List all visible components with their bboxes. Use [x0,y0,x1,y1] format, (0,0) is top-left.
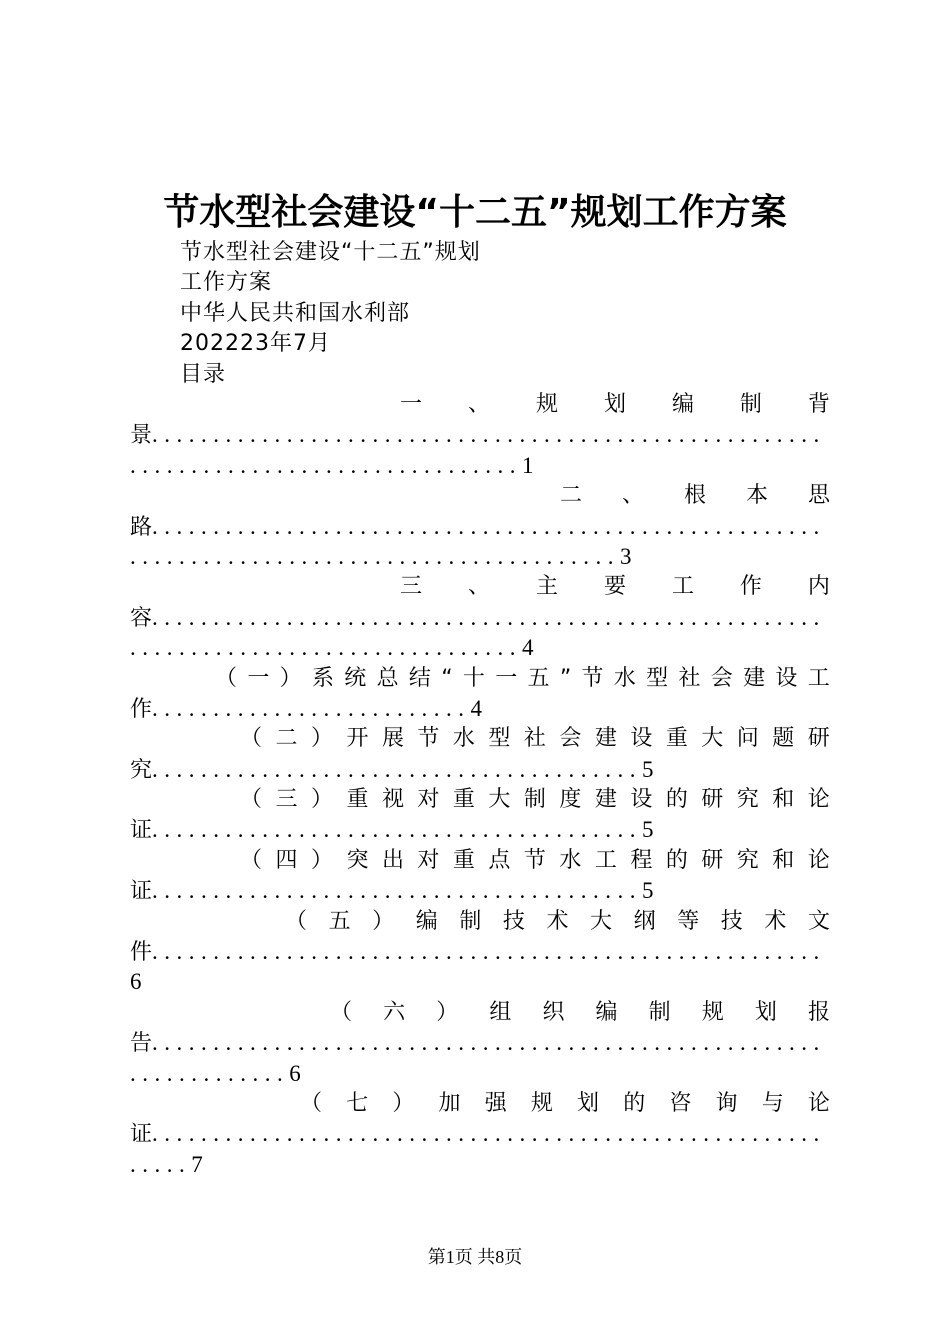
toc-entry[interactable] [130,846,830,907]
heading-char: 大 [701,726,724,752]
heading-char: 规 [535,392,558,417]
heading-char: 四 [275,847,298,873]
toc-entry-heading-end: 路 [130,514,153,540]
toc-entry-heading-end: 件 [130,940,153,966]
heading-char: 会 [559,726,582,752]
toc-page-number: 7 [191,1151,210,1177]
toc-entry-heading: 二、根本思 [559,483,870,509]
toc-entry-heading [400,572,830,602]
toc-entry-heading [240,846,830,876]
heading-char: 对 [417,847,440,873]
heading-char: 节 [417,726,440,752]
heading-char: 的 [665,787,688,813]
toc-page-number: 5 [642,878,661,904]
toc-entry-heading-end: 证 [130,879,153,905]
toc-page-number: 5 [642,756,661,782]
heading-char: 一 [495,665,518,691]
heading-char: 二 [275,726,298,752]
heading-char: 问 [736,726,759,752]
heading-char: 研 [701,847,724,873]
heading-char: ） [372,908,395,934]
heading-char: 和 [772,847,795,873]
heading-char: 重 [665,726,688,752]
heading-char: 工 [807,665,830,691]
toc-entry[interactable] [130,724,830,785]
heading-char: 研 [807,726,830,752]
heading-char: （ [285,908,308,934]
heading-char: ） [310,787,333,813]
heading-char: 五 [328,908,351,934]
toc-entry-heading [240,724,830,754]
toc-entry[interactable] [130,998,830,1089]
toc-entry-heading [400,390,830,420]
toc-entry-heading [240,785,830,815]
heading-char: 设 [630,787,653,813]
heading-char: 展 [381,726,404,752]
heading-char: 究 [736,787,759,813]
toc-page-number: 3 [620,543,638,569]
heading-char: 工 [594,847,617,873]
heading-char: （ [330,999,353,1025]
heading-char: 制 [739,392,762,417]
heading-char: 重 [452,787,475,813]
heading-char: 和 [772,787,795,813]
heading-char: 的 [623,1090,646,1116]
subtitle-line-2: 工作方案 [180,270,273,296]
toc-page-number: 1 [522,452,540,478]
document-title: 节水型社会建设“十二五”规划工作方案 [163,192,787,233]
heading-char: 的 [665,847,688,873]
heading-char: ） [279,665,302,691]
heading-char: 程 [630,847,653,873]
heading-char: ） [310,847,333,873]
heading-char: 制 [523,787,546,813]
heading-char: 编 [595,999,618,1025]
heading-char: 系 [311,665,334,691]
heading-char: 社 [678,665,701,691]
heading-char: ） [392,1090,415,1116]
toc-page-number: 6 [289,1060,308,1086]
heading-char: 报 [807,999,830,1025]
heading-char: 开 [346,726,369,752]
toc-heading: 目录 [180,361,227,387]
heading-char: 研 [701,787,724,813]
toc-entry[interactable] [130,572,830,663]
toc-leader-dots: ........................................ [130,543,620,569]
heading-char: 视 [381,787,404,813]
heading-char: 型 [646,665,669,691]
heading-char: 突 [346,847,369,873]
heading-char: 点 [488,847,511,873]
heading-char: 六 [383,999,406,1025]
heading-char: （ [240,847,263,873]
heading-char: 大 [590,908,613,934]
heading-char: 技 [502,908,525,934]
subtitle-line-1: 节水型社会建设“十二五”规划 [180,240,481,265]
toc-entry-heading-end: 容 [130,605,153,631]
toc-leader-dots: ....................................................... [152,604,826,630]
toc-leader-dots: ..... [130,1151,192,1177]
heading-char: 十 [462,665,485,691]
heading-char: 咨 [669,1090,692,1116]
heading-char: 划 [603,392,626,417]
heading-char: 要 [603,574,626,600]
heading-char: 对 [417,787,440,813]
heading-char: 加 [438,1090,461,1116]
heading-char: 编 [671,392,694,417]
heading-char: 水 [452,726,475,752]
heading-char: “ [441,665,453,691]
toc-leader-dots: .......................... [152,695,471,721]
heading-char: 究 [736,847,759,873]
toc-entry-heading [285,907,830,937]
heading-char: 总 [376,665,399,691]
heading-char: 建 [743,665,766,691]
heading-char: 一 [400,392,423,417]
heading-char: 三 [275,787,298,813]
heading-char: 五 [527,665,550,691]
table-of-contents [130,390,870,1180]
heading-char: 规 [530,1090,553,1116]
heading-char: 组 [489,999,512,1025]
heading-char: 统 [344,665,367,691]
heading-char: 主 [535,574,558,600]
heading-char: 节 [581,665,604,691]
date: 202223年7月 [180,331,331,357]
page-footer: 第1页 共8页 [427,1247,523,1267]
heading-char: 出 [381,847,404,873]
heading-char: 节 [523,847,546,873]
toc-leader-dots: ................................ [130,635,522,661]
toc-entry-heading [330,998,830,1028]
heading-char: 设 [630,726,653,752]
heading-char: （ [300,1090,323,1116]
heading-char: （ [215,665,238,691]
heading-char: 重 [346,787,369,813]
toc-leader-dots: ....................................................... [152,1121,826,1147]
heading-char: 三 [400,574,423,600]
toc-entry[interactable] [130,481,870,572]
toc-entry-heading-end: 景 [130,423,153,449]
toc-entry-heading-end: 证 [130,818,153,844]
heading-char: ” [559,665,572,691]
toc-entry[interactable] [130,390,830,481]
toc-entry-heading-end: 告 [130,1031,153,1057]
toc-leader-dots: ....................................................... [152,939,826,965]
toc-leader-dots: ........................................ [152,756,643,782]
issuer: 中华人民共和国水利部 [180,300,411,326]
toc-entry-heading-end: 证 [130,1122,153,1148]
toc-entry-heading [300,1089,830,1119]
heading-char: 水 [613,665,636,691]
heading-char: 一 [247,665,270,691]
heading-char: 题 [772,726,795,752]
heading-char: 型 [488,726,511,752]
heading-char: 等 [677,908,700,934]
heading-char: 大 [488,787,511,813]
heading-char: 技 [720,908,743,934]
toc-leader-dots: ................................ [130,452,522,478]
heading-char: 论 [807,847,830,873]
toc-entry[interactable] [130,785,830,846]
toc-leader-dots: ....................................................... [152,513,826,539]
toc-entry-heading-end: 作 [130,696,153,722]
toc-entry[interactable] [130,664,830,725]
heading-char: 强 [484,1090,507,1116]
heading-char: 工 [671,574,694,600]
heading-char: 、 [467,574,490,600]
heading-char: 术 [546,908,569,934]
toc-leader-dots: ........................................ [152,878,643,904]
toc-page-number: 6 [130,969,148,995]
heading-char: 制 [648,999,671,1025]
heading-char: 内 [807,574,830,600]
heading-char: 文 [807,908,830,934]
toc-entry[interactable] [130,907,830,998]
heading-char: 织 [542,999,565,1025]
toc-leader-dots: ............. [130,1060,290,1086]
heading-char: 纲 [633,908,656,934]
toc-entry-heading [215,664,830,694]
toc-entry[interactable] [130,1089,830,1180]
toc-page-number: 4 [522,635,540,661]
heading-char: ） [310,726,333,752]
heading-char: ） [436,999,459,1025]
heading-char: 论 [807,787,830,813]
heading-char: 划 [577,1090,600,1116]
heading-char: 建 [594,787,617,813]
heading-char: 、 [467,392,490,417]
heading-char: 规 [701,999,724,1025]
document-meta [180,238,481,390]
heading-char: 论 [807,1090,830,1116]
heading-char: 背 [807,392,830,417]
heading-char: 与 [761,1090,784,1116]
heading-char: 制 [459,908,482,934]
heading-char: 作 [739,574,762,600]
heading-char: 结 [408,665,431,691]
toc-page-number: 4 [470,695,489,721]
heading-char: 术 [764,908,787,934]
toc-entry-heading-end: 究 [130,757,153,783]
heading-char: 设 [775,665,798,691]
toc-leader-dots: ....................................................... [152,422,826,448]
heading-char: 会 [710,665,733,691]
heading-char: 七 [346,1090,369,1116]
toc-page-number: 5 [642,817,661,843]
heading-char: 编 [415,908,438,934]
heading-char: 询 [715,1090,738,1116]
toc-leader-dots: ....................................................... [152,1030,826,1056]
heading-char: 重 [452,847,475,873]
heading-char: （ [240,726,263,752]
heading-char: 建 [594,726,617,752]
heading-char: 水 [559,847,582,873]
heading-char: （ [240,787,263,813]
heading-char: 划 [754,999,777,1025]
toc-leader-dots: ........................................ [152,817,643,843]
heading-char: 度 [559,787,582,813]
heading-char: 社 [523,726,546,752]
